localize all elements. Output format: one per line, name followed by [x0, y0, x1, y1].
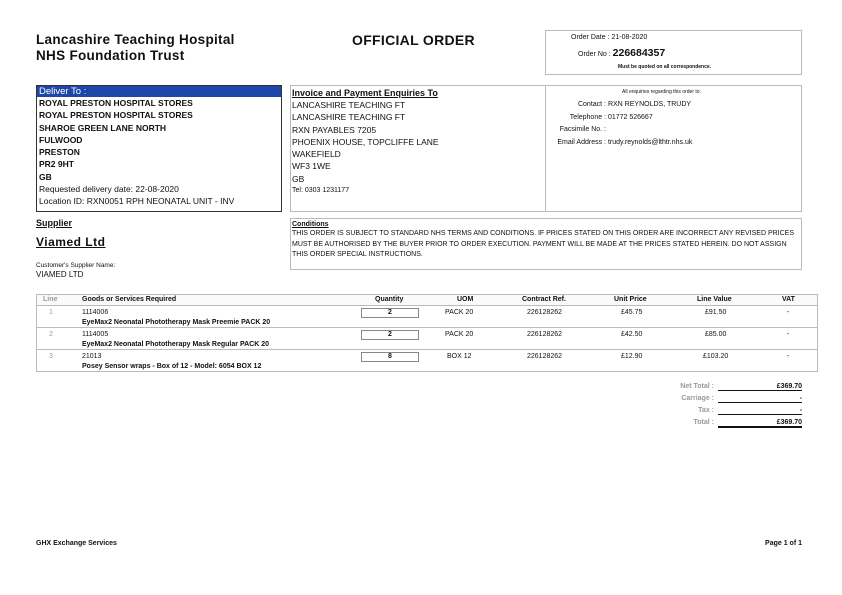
- invoice-line: GB: [292, 173, 305, 184]
- row-code: 1114006: [82, 309, 109, 316]
- row-unit-price: £42.50: [621, 331, 643, 338]
- deliver-line: GB: [39, 171, 52, 182]
- net-total-value: £369.70: [718, 383, 802, 391]
- deliver-line: PRESTON: [39, 147, 80, 158]
- customer-supplier-value: VIAMED LTD: [36, 270, 84, 279]
- deliver-to-title: Deliver To :: [37, 86, 281, 97]
- invoice-enquiries-box: [290, 85, 546, 212]
- row-quantity: 2: [361, 308, 419, 318]
- deliver-line: ROYAL PRESTON HOSPITAL STORES: [39, 98, 193, 108]
- carriage-value: -: [718, 395, 802, 403]
- organisation-name: [36, 32, 235, 64]
- telephone-label: Telephone :: [569, 114, 606, 121]
- fax-label: Facsimile No. :: [559, 126, 606, 133]
- row-contract: 226128262: [527, 353, 563, 360]
- deliver-line: FULWOOD: [39, 134, 83, 145]
- row-description: EyeMax2 Neonatal Phototherapy Mask Regular PACK 20: [82, 341, 269, 348]
- deliver-line: ROYAL PRESTON HOSPITAL STORES: [39, 110, 193, 121]
- net-total-row: [640, 383, 802, 395]
- deliver-to-box: [36, 85, 282, 212]
- row-unit-price: £45.75: [621, 309, 643, 316]
- row-line: 1: [49, 309, 53, 316]
- row-contract: 226128262: [527, 309, 563, 316]
- col-goods: Goods or Services Required: [82, 296, 177, 303]
- deliver-line: PR2 9HT: [39, 159, 74, 170]
- carriage-row: [640, 395, 802, 407]
- invoice-line: PHOENIX HOUSE, TOPCLIFFE LANE: [292, 136, 439, 147]
- invoice-title: Invoice and Payment Enquiries To: [292, 88, 438, 98]
- quote-note: Must be quoted on all correspondence.: [618, 64, 712, 70]
- telephone-value: 01772 526667: [607, 114, 653, 121]
- col-vat: VAT: [782, 296, 795, 303]
- total-label: Total :: [693, 419, 714, 426]
- table-row: [36, 306, 818, 328]
- table-row: [36, 328, 818, 350]
- telephone-row: [546, 114, 653, 121]
- tax-value: -: [718, 407, 802, 415]
- fax-row: [546, 126, 606, 133]
- tax-row: [640, 407, 802, 419]
- row-vat: -: [787, 353, 790, 360]
- location-id: Location ID: RXN0051 RPH NEONATAL UNIT - INV: [39, 196, 235, 207]
- total-row: [640, 419, 802, 431]
- invoice-line: WF3 1WE: [292, 161, 331, 172]
- order-lines-table: [36, 294, 818, 372]
- contact-label: Contact :: [577, 101, 606, 108]
- row-code: 1114005: [82, 331, 109, 338]
- col-line: Line: [43, 296, 58, 303]
- row-line: 3: [49, 353, 53, 360]
- page-number: Page 1 of 1: [765, 540, 802, 547]
- conditions-box: [290, 218, 802, 270]
- contact-row: [546, 101, 691, 108]
- table-row: [36, 350, 818, 372]
- document-title: OFFICIAL ORDER: [352, 32, 475, 48]
- order-date-value: 21-08-2020: [611, 34, 648, 41]
- col-line-value: Line Value: [697, 296, 732, 303]
- row-uom: BOX 12: [447, 353, 472, 360]
- row-vat: -: [787, 309, 790, 316]
- conditions-title: Conditions: [292, 221, 329, 228]
- footer-provider: GHX Exchange Services: [36, 540, 117, 547]
- col-unit-price: Unit Price: [614, 296, 647, 303]
- email-value: trudy.reynolds@lthtr.nhs.uk: [607, 139, 693, 146]
- invoice-telephone: Tel: 0303 1231177: [292, 187, 350, 195]
- invoice-line: WAKEFIELD: [292, 149, 341, 160]
- row-unit-price: £12.90: [621, 353, 643, 360]
- totals-block: [640, 383, 802, 431]
- total-value: £369.70: [718, 419, 802, 428]
- order-date: [571, 34, 647, 41]
- contact-value: RXN REYNOLDS, TRUDY: [607, 101, 692, 108]
- deliver-line: SHAROE GREEN LANE NORTH: [39, 122, 167, 133]
- order-info-box: [545, 30, 802, 75]
- email-label: Email Address :: [557, 139, 606, 146]
- carriage-label: Carriage :: [681, 395, 714, 402]
- row-uom: PACK 20: [445, 309, 474, 316]
- col-quantity: Quantity: [375, 296, 404, 303]
- row-description: Posey Sensor wraps - Box of 12 - Model: 6054 BOX 12: [82, 363, 262, 370]
- row-line-value: £85.00: [705, 331, 727, 338]
- tax-label: Tax :: [698, 407, 714, 414]
- row-vat: -: [787, 331, 790, 338]
- order-date-label: Order Date :: [571, 34, 610, 41]
- col-uom: UOM: [457, 296, 474, 303]
- order-number: [578, 47, 665, 59]
- row-uom: PACK 20: [445, 331, 474, 338]
- order-no-value: 226684357: [612, 47, 666, 59]
- invoice-line: RXN PAYABLES 7205: [292, 124, 377, 135]
- requested-delivery-date: Requested delivery date: 22-08-2020: [39, 184, 179, 195]
- row-line-value: £103.20: [703, 353, 729, 360]
- org-line-2: NHS Foundation Trust: [36, 48, 185, 63]
- net-total-label: Net Total :: [680, 383, 714, 390]
- order-no-label: Order No :: [578, 51, 611, 58]
- row-code: 21013: [82, 353, 102, 360]
- conditions-text: THIS ORDER IS SUBJECT TO STANDARD NHS TERMS AND CONDITIONS. IF PRICES STATED ON THIS ORDER ARE INCORRECT ANY REVISED PRICES MUST BE AUTHORISED BY THE BUYER PRIOR TO ORDER EXECUTION. PAYMENT WILL BE MADE AT THE PRICES STATED HEREIN. DO NOT ASSIGN THIS ORDER SPECIAL INSTRUCTIONS.: [292, 230, 795, 258]
- customer-supplier-label: Customer's Supplier Name:: [36, 262, 116, 269]
- table-header: [36, 294, 818, 306]
- invoice-line: LANCASHIRE TEACHING FT: [292, 112, 406, 123]
- row-contract: 226128262: [527, 331, 563, 338]
- row-quantity: 8: [361, 352, 419, 362]
- contact-note: All enquiries regarding this order to:: [622, 89, 701, 95]
- supplier-label: Supplier: [36, 218, 73, 228]
- row-quantity: 2: [361, 330, 419, 340]
- row-line-value: £91.50: [705, 309, 727, 316]
- contact-box: [545, 85, 802, 212]
- org-line-1: Lancashire Teaching Hospital: [36, 32, 235, 47]
- row-description: EyeMax2 Neonatal Phototherapy Mask Preemie PACK 20: [82, 319, 271, 326]
- invoice-line: LANCASHIRE TEACHING FT: [292, 100, 406, 110]
- supplier-name: Viamed Ltd: [36, 235, 106, 249]
- email-row: [546, 139, 692, 146]
- row-line: 2: [49, 331, 53, 338]
- col-contract: Contract Ref.: [522, 296, 566, 303]
